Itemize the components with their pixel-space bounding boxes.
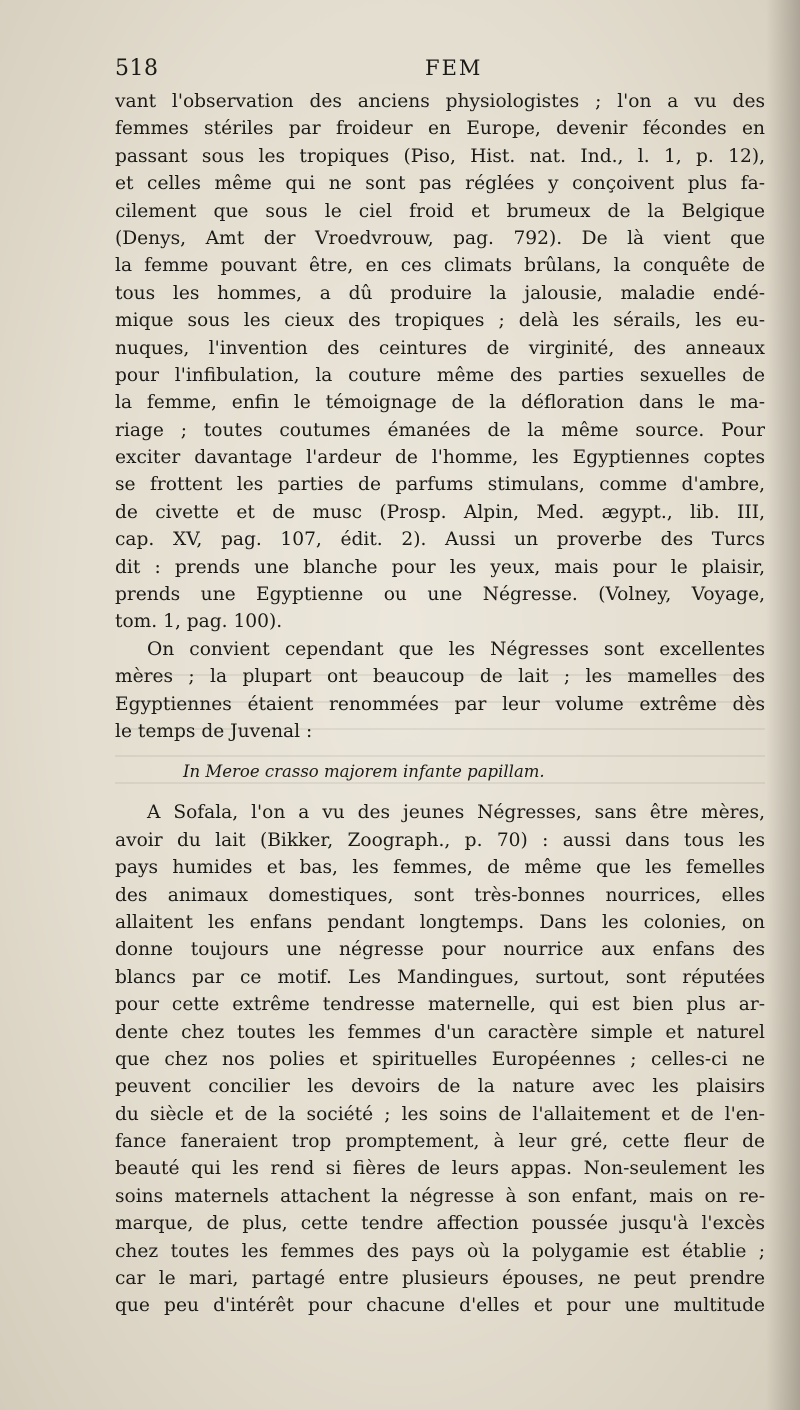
text-line: dit : prends une blanche pour les yeux, mais pour le plaisir, bbox=[115, 556, 765, 578]
text-line: prends une Egyptienne ou une Négresse. (Volney, Voyage, bbox=[115, 584, 765, 606]
text-line: et celles même qui ne sont pas réglées y conçoivent plus fa- bbox=[115, 173, 765, 195]
text-line: soins maternels attachent la négresse à son enfant, mais on re- bbox=[115, 1185, 765, 1207]
text-line: pour l'infibulation, la couture même des parties sexuelles de bbox=[115, 364, 765, 386]
text-line: vant l'observation des anciens physiologistes ; l'on a vu des bbox=[115, 91, 765, 112]
text-line: allaitent les enfans pendant longtemps. Dans les colonies, on bbox=[115, 911, 765, 933]
page-number: 518 bbox=[115, 56, 159, 81]
verse-quote: In Meroe crasso majorem infante papillam. bbox=[183, 762, 545, 782]
text-line: car le mari, partagé entre plusieurs épouses, ne peut prendre bbox=[115, 1268, 765, 1290]
spacer bbox=[115, 787, 765, 799]
text-line: du siècle et de la société ; les soins de l'allaitement et de l'en- bbox=[115, 1103, 765, 1125]
paragraph-1 bbox=[115, 88, 765, 636]
running-head bbox=[115, 56, 765, 86]
text-line: chez toutes les femmes des pays où la polygamie est établie ; bbox=[115, 1240, 765, 1262]
text-line: pays humides et bas, les femmes, de même que les femelles bbox=[115, 857, 765, 879]
text-line: mique sous les cieux des tropiques ; delà les sérails, les eu- bbox=[115, 310, 765, 332]
text-line: fance faneraient trop promptement, à leur gré, cette fleur de bbox=[115, 1131, 765, 1153]
text-line: tom. 1, pag. 100). bbox=[115, 611, 283, 633]
text-line: femmes stériles par froideur en Europe, devenir fécondes en bbox=[115, 118, 765, 140]
text-line: nuques, l'invention des ceintures de virginité, des anneaux bbox=[115, 337, 765, 359]
text-line: la femme pouvant être, en ces climats brûlans, la conquête de bbox=[115, 255, 765, 277]
text-line: cap. XV, pag. 107, édit. 2). Aussi un proverbe des Turcs bbox=[115, 529, 765, 551]
text-line: passant sous les tropiques (Piso, Hist. nat. Ind., l. 1, p. 12), bbox=[115, 145, 765, 167]
text-line: peuvent concilier les devoirs de la nature avec les plaisirs bbox=[115, 1076, 765, 1098]
text-line: riage ; toutes coutumes émanées de la même source. Pour bbox=[115, 419, 765, 441]
running-title: FEM bbox=[425, 56, 483, 80]
text-line: A Sofala, l'on a vu des jeunes Négresses, sans être mères, bbox=[147, 802, 765, 824]
text-line: (Denys, Amt der Vroedvrouw, pag. 792). De là vient que bbox=[115, 227, 765, 249]
text-line: que chez nos polies et spirituelles Européennes ; celles-ci ne bbox=[115, 1048, 765, 1070]
text-line: marque, de plus, cette tendre affection poussée jusqu'à l'excès bbox=[115, 1213, 765, 1235]
text-line: pour cette extrême tendresse maternelle, qui est bien plus ar- bbox=[115, 994, 765, 1016]
text-line: des animaux domestiques, sont très-bonnes nourrices, elles bbox=[115, 884, 765, 906]
text-line: dente chez toutes les femmes d'un caractère simple et naturel bbox=[115, 1021, 765, 1043]
text-line: mères ; la plupart ont beaucoup de lait ; les mamelles des bbox=[115, 666, 765, 688]
paragraph-3 bbox=[115, 799, 765, 1319]
text-line: le temps de Juvenal : bbox=[115, 720, 313, 742]
text-line: exciter davantage l'ardeur de l'homme, les Egyptiennes coptes bbox=[115, 447, 765, 469]
text-line: avoir du lait (Bikker, Zoograph., p. 70) : aussi dans tous les bbox=[115, 829, 765, 851]
page-edge-shadow bbox=[766, 0, 800, 1410]
paragraph-2 bbox=[115, 636, 765, 746]
text-line: blancs par ce motif. Les Mandingues, surtout, sont réputées bbox=[115, 966, 765, 988]
text-line: la femme, enfin le témoignage de la défloration dans le ma- bbox=[115, 392, 765, 414]
text-line: donne toujours une négresse pour nourrice aux enfans des bbox=[115, 939, 765, 961]
body-text bbox=[115, 88, 765, 1320]
text-line: tous les hommes, a dû produire la jalousie, maladie endé- bbox=[115, 282, 765, 304]
text-line: On convient cependant que les Négresses sont excellentes bbox=[147, 638, 765, 660]
text-line: que peu d'intérêt pour chacune d'elles et pour une multitude bbox=[115, 1295, 765, 1317]
text-line: de civette et de musc (Prosp. Alpin, Med. ægypt., lib. III, bbox=[115, 501, 765, 523]
text-line: beauté qui les rend si fières de leurs appas. Non-seulement les bbox=[115, 1158, 765, 1180]
spacer bbox=[115, 745, 765, 757]
text-line: se frottent les parties de parfums stimulans, comme d'ambre, bbox=[115, 474, 765, 496]
text-line: cilement que sous le ciel froid et brumeux de la Belgique bbox=[115, 200, 765, 222]
text-line: Egyptiennes étaient renommées par leur volume extrême dès bbox=[115, 693, 765, 715]
